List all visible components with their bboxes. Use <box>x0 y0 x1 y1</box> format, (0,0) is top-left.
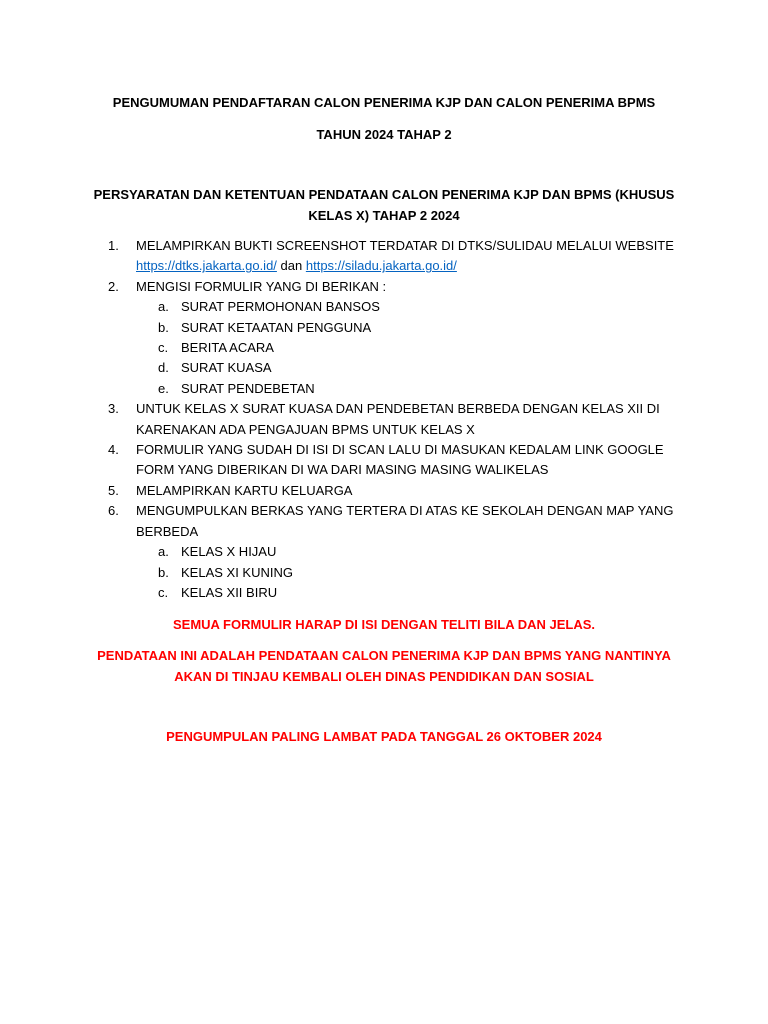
sub-letter: d. <box>158 360 169 376</box>
sub-letter: b. <box>158 564 169 580</box>
sub-letter: c. <box>158 340 169 356</box>
link-connector: dan <box>280 258 303 274</box>
sub-text: KELAS XI KUNING <box>181 564 293 580</box>
item-number: 5. <box>108 482 119 498</box>
list-item <box>136 358 678 378</box>
dtks-link[interactable]: https://dtks.jakarta.go.id/ <box>136 258 277 274</box>
folder-colors-sublist <box>136 542 678 603</box>
list-item <box>136 583 678 603</box>
item-text: MENGISI FORMULIR YANG DI BERIKAN : <box>136 278 387 294</box>
requirement-item-2 <box>108 277 678 399</box>
notice-fill-carefully: SEMUA FORMULIR HARAP DI ISI DENGAN TELITI BILA DAN JELAS. <box>172 617 596 632</box>
item-number: 2. <box>108 278 119 294</box>
sub-text: KELAS X HIJAU <box>181 544 277 560</box>
list-item <box>136 338 678 358</box>
requirement-item-1 <box>108 236 678 277</box>
item-number: 3. <box>108 401 119 417</box>
sub-text: KELAS XII BIRU <box>181 584 278 600</box>
item-number: 4. <box>108 442 119 458</box>
announcement-year: TAHUN 2024 TAHAP 2 <box>316 127 452 142</box>
sub-text: SURAT KUASA <box>181 360 272 376</box>
requirement-item-5 <box>108 481 678 501</box>
item-text: UNTUK KELAS X SURAT KUASA DAN PENDEBETAN BERBEDA DENGAN KELAS XII DI KARENAKAN ADA PENGAJUAN BPMS UNTUK KELAS X <box>136 401 660 437</box>
sub-text: SURAT PERMOHONAN BANSOS <box>181 299 380 315</box>
deadline-notice: PENGUMPULAN PALING LAMBAT PADA TANGGAL 26 OKTOBER 2024 <box>166 729 602 744</box>
sub-text: BERITA ACARA <box>181 340 274 356</box>
sub-letter: c. <box>158 584 169 600</box>
sub-letter: e. <box>158 380 169 396</box>
item-text: MENGUMPULKAN BERKAS YANG TERTERA DI ATAS KE SEKOLAH DENGAN MAP YANG BERBEDA <box>136 503 674 539</box>
item-text: FORMULIR YANG SUDAH DI ISI DI SCAN LALU DI MASUKAN KEDALAM LINK GOOGLE FORM YANG DIBERIKAN DI WA DARI MASING MASING WALIKELAS <box>136 442 664 478</box>
sub-letter: a. <box>158 544 169 560</box>
forms-sublist <box>136 297 678 399</box>
sub-text: SURAT KETAATAN PENGGUNA <box>181 319 372 335</box>
siladu-link[interactable]: https://siladu.jakarta.go.id/ <box>305 258 457 274</box>
sub-letter: b. <box>158 319 169 335</box>
requirement-item-3 <box>108 399 678 440</box>
requirement-item-6 <box>108 501 678 603</box>
list-item <box>136 297 678 317</box>
list-item <box>136 542 678 562</box>
sub-text: SURAT PENDEBETAN <box>181 380 315 396</box>
sub-letter: a. <box>158 299 169 315</box>
requirements-list <box>108 236 678 603</box>
list-item <box>136 379 678 399</box>
item-number: 6. <box>108 503 119 519</box>
item-number: 1. <box>108 238 119 253</box>
item-text: MELAMPIRKAN BUKTI SCREENSHOT TERDATAR DI DTKS/SULIDAU MELALUI WEBSITE <box>136 238 674 253</box>
notice-review: PENDATAAN INI ADALAH PENDATAAN CALON PENERIMA KJP DAN BPMS YANG NANTINYA AKAN DI TINJAU KEMBALI OLEH DINAS PENDIDIKAN DAN SOSIAL <box>97 648 671 684</box>
item-text: MELAMPIRKAN KARTU KELUARGA <box>136 482 353 498</box>
requirements-heading: PERSYARATAN DAN KETENTUAN PENDATAAN CALON PENERIMA KJP DAN BPMS (KHUSUS KELAS X) TAHAP 2 2024 <box>93 187 675 223</box>
list-item <box>136 318 678 338</box>
requirement-item-4 <box>108 440 678 481</box>
list-item <box>136 563 678 583</box>
announcement-title: PENGUMUMAN PENDAFTARAN CALON PENERIMA KJP DAN CALON PENERIMA BPMS <box>112 95 656 110</box>
